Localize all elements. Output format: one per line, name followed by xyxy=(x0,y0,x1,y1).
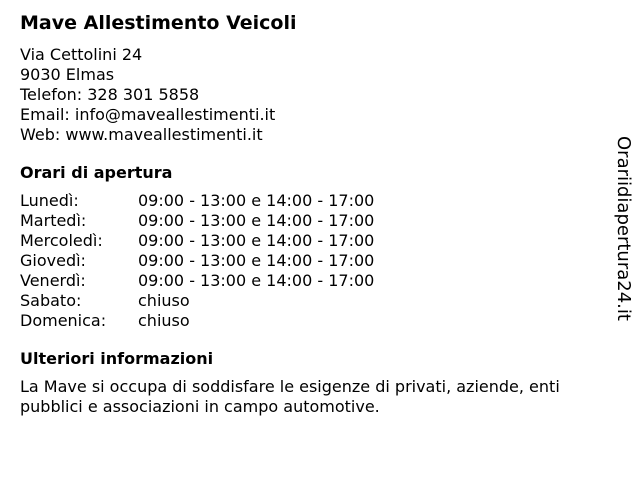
day-label: Giovedì: xyxy=(20,251,86,270)
hours-row xyxy=(20,251,374,271)
day-label: Martedì: xyxy=(20,211,87,230)
address-block xyxy=(20,45,610,145)
time-value: 09:00 - 13:00 e 14:00 - 17:00 xyxy=(138,211,375,230)
day-label: Lunedì: xyxy=(20,191,79,210)
hours-row xyxy=(20,191,374,211)
hours-heading: Orari di apertura xyxy=(20,163,173,182)
business-card xyxy=(20,10,610,417)
watermark-text: Orariidiapertura24.it xyxy=(613,136,634,321)
hours-row xyxy=(20,211,374,231)
hours-table xyxy=(20,191,374,331)
time-value: 09:00 - 13:00 e 14:00 - 17:00 xyxy=(138,231,375,250)
time-value: chiuso xyxy=(138,291,190,310)
street: Via Cettolini 24 xyxy=(20,45,143,64)
hours-row xyxy=(20,271,374,291)
website: Web: www.maveallestimenti.it xyxy=(20,125,263,144)
city: 9030 Elmas xyxy=(20,65,115,84)
email: Email: info@maveallestimenti.it xyxy=(20,105,276,124)
more-info-heading: Ulteriori informazioni xyxy=(20,349,214,368)
hours-row xyxy=(20,231,374,251)
day-label: Mercoledì: xyxy=(20,231,103,250)
time-value: 09:00 - 13:00 e 14:00 - 17:00 xyxy=(138,191,375,210)
time-value: chiuso xyxy=(138,311,190,330)
day-label: Domenica: xyxy=(20,311,107,330)
hours-row xyxy=(20,311,374,331)
more-info-text: La Mave si occupa di soddisfare le esigenze di privati, aziende, enti pubblici e associazioni in campo automotive. xyxy=(20,377,560,416)
hours-row xyxy=(20,291,374,311)
time-value: 09:00 - 13:00 e 14:00 - 17:00 xyxy=(138,271,375,290)
business-name: Mave Allestimento Veicoli xyxy=(20,12,297,34)
day-label: Sabato: xyxy=(20,291,82,310)
day-label: Venerdì: xyxy=(20,271,86,290)
phone: Telefon: 328 301 5858 xyxy=(20,85,200,104)
time-value: 09:00 - 13:00 e 14:00 - 17:00 xyxy=(138,251,375,270)
